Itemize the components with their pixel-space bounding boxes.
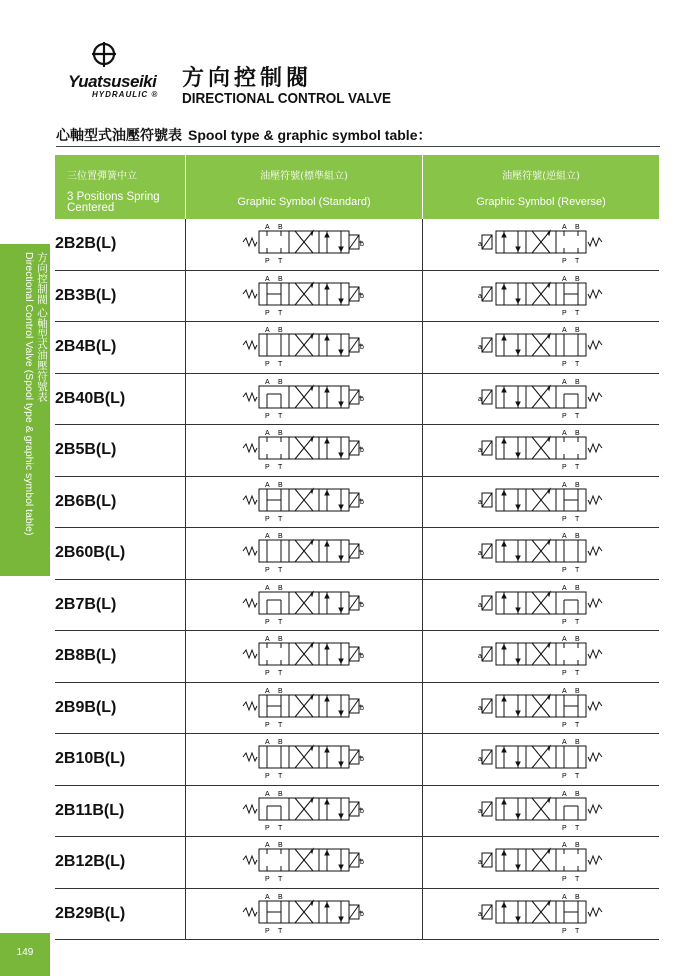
port-a-label: A (265, 275, 270, 283)
port-p-label: P (562, 309, 567, 317)
port-b-label: B (575, 739, 580, 747)
port-a-label: A (265, 636, 270, 644)
reverse-symbol-cell (423, 579, 660, 631)
standard-symbol-cell (186, 270, 423, 322)
port-t-label: T (575, 721, 580, 729)
standard-symbol-cell (186, 837, 423, 889)
section-heading: 心軸型式油壓符號表 Spool type & graphic symbol table： (56, 127, 432, 144)
port-b-label: B (278, 430, 283, 438)
page-number: 149 (0, 933, 50, 976)
table-row (55, 322, 659, 374)
standard-symbol-cell (186, 322, 423, 374)
port-b-label: B (575, 327, 580, 335)
spool-model: 2B8B(L) (55, 631, 186, 683)
port-a-label: A (265, 327, 270, 335)
brand-name: Yuatsuseiki (68, 72, 157, 91)
port-b-label: B (278, 790, 283, 798)
port-p-label: P (265, 721, 270, 729)
port-p-label: P (562, 464, 567, 472)
solenoid-a-label: a (478, 292, 482, 300)
port-t-label: T (575, 309, 580, 317)
solenoid-b-label: b (360, 395, 364, 403)
solenoid-b-label: b (360, 910, 364, 918)
reverse-symbol (476, 530, 606, 576)
port-a-label: A (265, 378, 270, 386)
port-t-label: T (575, 515, 580, 523)
reverse-symbol (476, 427, 606, 473)
port-a-label: A (562, 533, 567, 541)
reverse-symbol (476, 839, 606, 885)
port-a-label: A (562, 636, 567, 644)
solenoid-b-label: b (360, 292, 364, 300)
port-b-label: B (575, 636, 580, 644)
port-t-label: T (575, 412, 580, 420)
reverse-symbol (476, 685, 606, 731)
spool-model: 2B12B(L) (55, 837, 186, 889)
port-t-label: T (278, 309, 283, 317)
port-t-label: T (278, 515, 283, 523)
port-p-label: P (265, 515, 270, 523)
solenoid-a-label: a (478, 550, 482, 558)
port-p-label: P (265, 258, 270, 266)
port-t-label: T (278, 412, 283, 420)
spool-model: 2B29B(L) (55, 888, 186, 940)
spool-model: 2B3B(L) (55, 270, 186, 322)
port-p-label: P (562, 361, 567, 369)
solenoid-a-label: a (478, 498, 482, 506)
standard-symbol-cell (186, 373, 423, 425)
port-a-label: A (265, 790, 270, 798)
port-a-label: A (562, 842, 567, 850)
reverse-symbol-cell (423, 682, 660, 734)
port-a-label: A (562, 584, 567, 592)
solenoid-a-label: a (478, 344, 482, 352)
solenoid-a-label: a (478, 447, 482, 455)
port-p-label: P (265, 927, 270, 935)
port-t-label: T (575, 258, 580, 266)
port-a-label: A (562, 481, 567, 489)
port-t-label: T (575, 361, 580, 369)
standard-symbol-cell (186, 528, 423, 580)
solenoid-a-label: a (478, 241, 482, 249)
port-b-label: B (278, 275, 283, 283)
reverse-symbol (476, 736, 606, 782)
header-reverse: 油壓符號(逆組立) Graphic Symbol (Reverse) (423, 155, 660, 219)
port-p-label: P (265, 567, 270, 575)
table-row (55, 785, 659, 837)
port-a-label: A (265, 533, 270, 541)
solenoid-a-label: a (478, 395, 482, 403)
port-b-label: B (278, 842, 283, 850)
port-a-label: A (562, 430, 567, 438)
port-b-label: B (575, 842, 580, 850)
port-a-label: A (265, 430, 270, 438)
port-b-label: B (575, 430, 580, 438)
port-p-label: P (265, 618, 270, 626)
port-t-label: T (278, 876, 283, 884)
port-p-label: P (265, 412, 270, 420)
reverse-symbol (476, 788, 606, 834)
standard-symbol (239, 427, 369, 473)
port-t-label: T (575, 670, 580, 678)
standard-symbol (239, 633, 369, 679)
port-b-label: B (575, 481, 580, 489)
port-t-label: T (278, 927, 283, 935)
port-p-label: P (562, 927, 567, 935)
spool-model: 2B6B(L) (55, 476, 186, 528)
spool-model: 2B60B(L) (55, 528, 186, 580)
spool-model: 2B11B(L) (55, 785, 186, 837)
reverse-symbol-cell (423, 270, 660, 322)
port-a-label: A (562, 687, 567, 695)
port-b-label: B (278, 533, 283, 541)
standard-symbol (239, 736, 369, 782)
port-t-label: T (278, 464, 283, 472)
port-b-label: B (278, 893, 283, 901)
table-row (55, 837, 659, 889)
table-row (55, 219, 659, 270)
port-b-label: B (575, 893, 580, 901)
solenoid-b-label: b (360, 704, 364, 712)
port-b-label: B (575, 687, 580, 695)
solenoid-b-label: b (360, 756, 364, 764)
port-p-label: P (265, 824, 270, 832)
standard-symbol-cell (186, 734, 423, 786)
standard-symbol-cell (186, 219, 423, 270)
reverse-symbol-cell (423, 837, 660, 889)
solenoid-b-label: b (360, 653, 364, 661)
page-title-zh: 方向控制閥 (182, 66, 313, 91)
port-b-label: B (575, 224, 580, 232)
solenoid-a-label: a (478, 653, 482, 661)
port-a-label: A (562, 739, 567, 747)
port-p-label: P (562, 567, 567, 575)
spool-model: 2B40B(L) (55, 373, 186, 425)
port-p-label: P (265, 361, 270, 369)
standard-symbol-cell (186, 579, 423, 631)
port-t-label: T (575, 773, 580, 781)
solenoid-a-label: a (478, 910, 482, 918)
reverse-symbol (476, 633, 606, 679)
port-t-label: T (278, 824, 283, 832)
solenoid-b-label: b (360, 601, 364, 609)
reverse-symbol (476, 376, 606, 422)
port-a-label: A (265, 224, 270, 232)
port-p-label: P (265, 876, 270, 884)
port-p-label: P (562, 515, 567, 523)
reverse-symbol-cell (423, 373, 660, 425)
spool-model: 2B5B(L) (55, 425, 186, 477)
standard-symbol (239, 530, 369, 576)
table-row (55, 682, 659, 734)
header-standard: 油壓符號(標準組立) Graphic Symbol (Standard) (186, 155, 423, 219)
standard-symbol-cell (186, 631, 423, 683)
solenoid-b-label: b (360, 344, 364, 352)
port-b-label: B (278, 327, 283, 335)
standard-symbol (239, 685, 369, 731)
port-b-label: B (278, 687, 283, 695)
port-a-label: A (562, 790, 567, 798)
port-t-label: T (278, 721, 283, 729)
spool-model: 2B4B(L) (55, 322, 186, 374)
standard-symbol (239, 582, 369, 628)
reverse-symbol-cell (423, 785, 660, 837)
port-p-label: P (265, 670, 270, 678)
table-row (55, 528, 659, 580)
table-row (55, 631, 659, 683)
port-a-label: A (562, 893, 567, 901)
port-t-label: T (575, 876, 580, 884)
port-a-label: A (265, 842, 270, 850)
port-a-label: A (265, 584, 270, 592)
port-p-label: P (562, 412, 567, 420)
section-divider (56, 146, 660, 147)
reverse-symbol-cell (423, 425, 660, 477)
standard-symbol-cell (186, 682, 423, 734)
port-p-label: P (562, 721, 567, 729)
port-t-label: T (278, 567, 283, 575)
port-a-label: A (265, 739, 270, 747)
solenoid-b-label: b (360, 859, 364, 867)
table-row (55, 270, 659, 322)
table-row (55, 373, 659, 425)
table-row (55, 888, 659, 940)
spool-model: 2B2B(L) (55, 219, 186, 270)
reverse-symbol-cell (423, 219, 660, 270)
port-b-label: B (575, 584, 580, 592)
port-t-label: T (575, 567, 580, 575)
spool-model: 2B7B(L) (55, 579, 186, 631)
solenoid-a-label: a (478, 807, 482, 815)
side-tab-text: 方向控制閥 心軸型式油壓符號表 Directional Control Valve (Spool type & graphic symbol table) (23, 252, 48, 536)
standard-symbol (239, 788, 369, 834)
reverse-symbol (476, 582, 606, 628)
port-t-label: T (575, 824, 580, 832)
solenoid-b-label: b (360, 550, 364, 558)
standard-symbol-cell (186, 425, 423, 477)
standard-symbol (239, 376, 369, 422)
header-position-type: 三位置彈簧中立 3 Positions Spring Centered (55, 155, 186, 219)
spool-model: 2B10B(L) (55, 734, 186, 786)
standard-symbol (239, 273, 369, 319)
port-b-label: B (278, 378, 283, 386)
solenoid-b-label: b (360, 241, 364, 249)
solenoid-a-label: a (478, 859, 482, 867)
reverse-symbol (476, 221, 606, 267)
reverse-symbol-cell (423, 476, 660, 528)
port-a-label: A (562, 224, 567, 232)
port-a-label: A (562, 327, 567, 335)
table-row (55, 425, 659, 477)
solenoid-b-label: b (360, 807, 364, 815)
table-row (55, 734, 659, 786)
spool-symbol-table (55, 155, 659, 940)
port-a-label: A (265, 481, 270, 489)
port-b-label: B (278, 224, 283, 232)
port-b-label: B (278, 481, 283, 489)
reverse-symbol (476, 324, 606, 370)
port-t-label: T (575, 618, 580, 626)
reverse-symbol-cell (423, 631, 660, 683)
port-a-label: A (265, 687, 270, 695)
solenoid-b-label: b (360, 447, 364, 455)
spool-model: 2B9B(L) (55, 682, 186, 734)
solenoid-b-label: b (360, 498, 364, 506)
standard-symbol (239, 221, 369, 267)
port-p-label: P (265, 464, 270, 472)
port-t-label: T (278, 773, 283, 781)
port-b-label: B (278, 739, 283, 747)
standard-symbol (239, 479, 369, 525)
port-t-label: T (278, 618, 283, 626)
port-b-label: B (278, 584, 283, 592)
standard-symbol (239, 839, 369, 885)
page-title-en: DIRECTIONAL CONTROL VALVE (182, 90, 392, 107)
reverse-symbol-cell (423, 322, 660, 374)
table-row (55, 579, 659, 631)
port-a-label: A (562, 378, 567, 386)
port-p-label: P (265, 309, 270, 317)
port-t-label: T (278, 361, 283, 369)
brand-sub: HYDRAULIC ® (92, 90, 159, 99)
port-b-label: B (575, 378, 580, 386)
port-t-label: T (575, 927, 580, 935)
port-p-label: P (562, 824, 567, 832)
port-t-label: T (575, 464, 580, 472)
port-p-label: P (265, 773, 270, 781)
standard-symbol (239, 324, 369, 370)
port-b-label: B (575, 790, 580, 798)
reverse-symbol (476, 479, 606, 525)
port-p-label: P (562, 258, 567, 266)
port-t-label: T (278, 670, 283, 678)
solenoid-a-label: a (478, 756, 482, 764)
reverse-symbol-cell (423, 528, 660, 580)
port-a-label: A (265, 893, 270, 901)
port-b-label: B (575, 533, 580, 541)
standard-symbol-cell (186, 888, 423, 940)
standard-symbol-cell (186, 785, 423, 837)
reverse-symbol (476, 891, 606, 937)
reverse-symbol (476, 273, 606, 319)
port-p-label: P (562, 876, 567, 884)
port-p-label: P (562, 670, 567, 678)
standard-symbol-cell (186, 476, 423, 528)
port-t-label: T (278, 258, 283, 266)
port-b-label: B (278, 636, 283, 644)
reverse-symbol-cell (423, 888, 660, 940)
table-row (55, 476, 659, 528)
reverse-symbol-cell (423, 734, 660, 786)
standard-symbol (239, 891, 369, 937)
solenoid-a-label: a (478, 704, 482, 712)
solenoid-a-label: a (478, 601, 482, 609)
port-a-label: A (562, 275, 567, 283)
port-b-label: B (575, 275, 580, 283)
port-p-label: P (562, 773, 567, 781)
port-p-label: P (562, 618, 567, 626)
